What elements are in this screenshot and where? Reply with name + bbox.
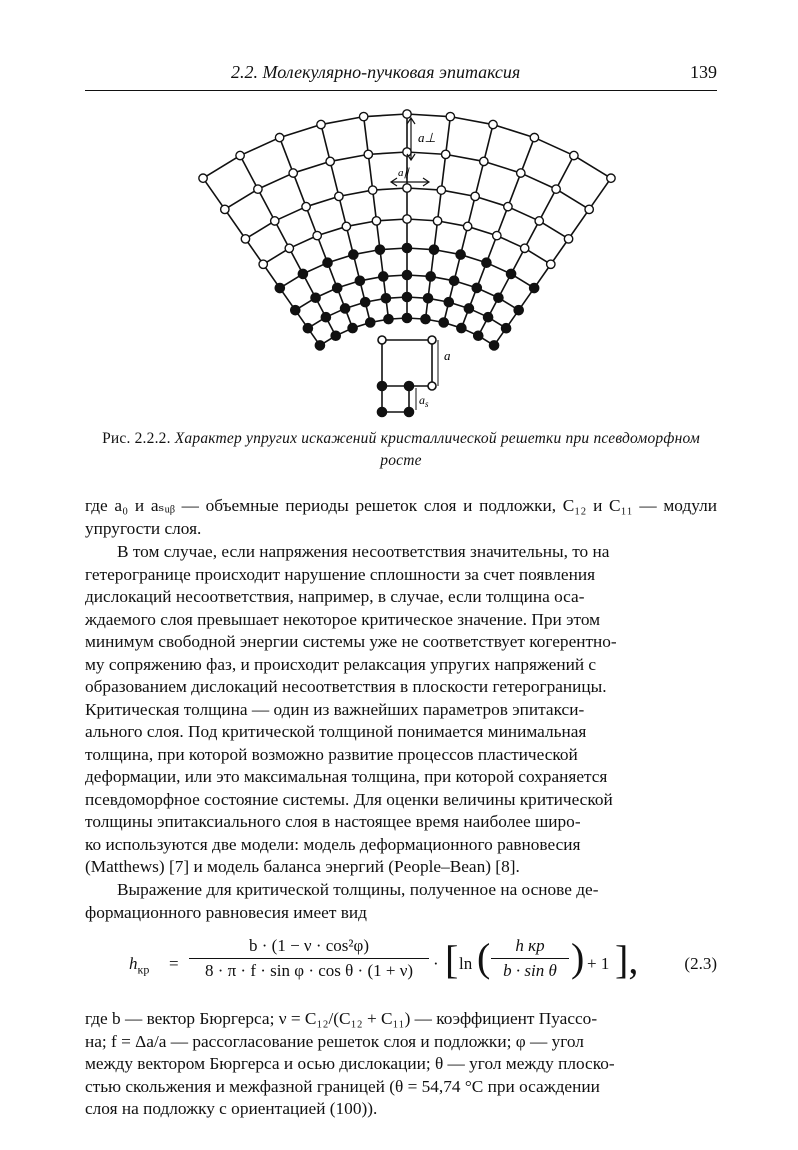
equation-number: (2.3)	[684, 954, 717, 973]
substrate-atom	[315, 341, 324, 350]
substrate-atom	[379, 272, 388, 281]
lattice-bond	[321, 125, 330, 162]
layer-atom	[326, 157, 334, 165]
formula-denominator: 8 · π · f · sin φ · cos θ · (1 + ν)	[204, 961, 414, 980]
substrate-atom	[402, 313, 411, 322]
text-line: (Matthews) [7] и модель баланса энергий (People–Bean) [8].	[85, 857, 520, 876]
layer-atom	[480, 157, 488, 165]
formula-numerator: b · (1 − ν · cos²φ)	[189, 936, 429, 959]
text-line: дислокаций несоответствия, например, в случае, если толщина оса-	[85, 587, 585, 606]
lattice-bond	[521, 173, 556, 189]
text-line: между вектором Бюргерса и осью дислокации; θ — угол между плоско-	[85, 1054, 615, 1073]
paragraph-definitions	[85, 495, 717, 540]
text-line: Критическая толщина — один из важнейших параметров эпитакси-	[85, 699, 585, 719]
lattice-bond	[574, 156, 611, 179]
layer-atom	[493, 231, 501, 239]
substrate-atom	[291, 306, 300, 315]
lattice-bond	[407, 114, 450, 117]
substrate-atom	[333, 283, 342, 292]
lattice-bond	[258, 173, 293, 189]
lattice-bond	[240, 156, 258, 190]
substrate-atom	[355, 276, 364, 285]
lattice-bond	[225, 189, 258, 209]
layer-atom	[489, 120, 497, 128]
text-line: му сопряжению фаз, и происходит релаксация упругих напряжений с	[85, 654, 597, 674]
lattice-bond	[446, 154, 484, 161]
lattice-bond	[364, 117, 369, 155]
substrate-atom	[402, 292, 411, 301]
lattice-bond	[280, 125, 321, 138]
substrate-atom	[321, 313, 330, 322]
substrate-atom	[402, 270, 411, 279]
formula-ln: ln	[459, 954, 473, 973]
lattice-bond	[368, 154, 372, 190]
substrate-atom	[502, 324, 511, 333]
lattice-bond	[569, 209, 590, 239]
layer-atom	[259, 260, 267, 268]
substrate-atom	[444, 298, 453, 307]
layer-atom	[241, 235, 249, 243]
lattice-bond	[373, 188, 407, 190]
text-line: где b — вектор Бюргерса; ν = C₁₂/(C₁₂ + C₁₁) — коэффициент Пуассо-	[85, 1009, 598, 1028]
lattice-bond	[441, 154, 445, 190]
unit-cell-diagram	[378, 336, 439, 417]
text-line: деформации, или это максимальная толщина, при которой сохраняется	[85, 767, 608, 786]
layer-atom	[289, 169, 297, 177]
formula-plus-one: + 1	[587, 954, 610, 973]
substrate-atom	[506, 269, 515, 278]
layer-atom	[446, 112, 454, 120]
layer-atom	[302, 202, 310, 210]
paragraph-symbol-definitions	[85, 1008, 717, 1121]
layer-atom	[359, 112, 367, 120]
substrate-atom	[484, 313, 493, 322]
lattice-bond	[245, 221, 274, 239]
substrate-atom	[275, 283, 284, 292]
substrate-atom	[298, 269, 307, 278]
substrate-atom	[331, 331, 340, 340]
lattice-bond	[484, 161, 521, 173]
layer-atom	[570, 151, 578, 159]
formula-inner-denominator: b · sin θ	[503, 961, 557, 980]
lattice-bond	[534, 138, 574, 156]
substrate-atom	[349, 250, 358, 259]
substrate-atom	[482, 258, 491, 267]
formula-critical-thickness: $h_{кр}$ = $\frac{\text{b · (1 − ν · cos²φ)}}{\text{8 · π · f · sin φ · cos θ · (1 + ν)}}$ · [ ln ( h кр b · sin θ ) + 1 ], (2.3)	[129, 935, 717, 982]
layer-atom	[504, 202, 512, 210]
lattice-bond	[493, 125, 534, 138]
text-line: на; f = Δa/a — рассогласование решеток слоя и подложки; φ — угол	[85, 1031, 584, 1051]
substrate-atom	[381, 294, 390, 303]
lattice-bond	[407, 188, 441, 190]
substrate-atom	[472, 283, 481, 292]
text-line: ко используются две модели: модель деформационного равновесия	[85, 834, 581, 854]
text-line: гетерогранице происходит нарушение сплошности за счет появления	[85, 564, 596, 584]
lattice-bond	[275, 207, 306, 221]
text-line: слоя на подложку с ориентацией (100)).	[85, 1099, 378, 1118]
substrate-atom	[348, 323, 357, 332]
substrate-atom	[384, 315, 393, 324]
label-a-s: $a_s$	[419, 393, 429, 409]
layer-atom	[313, 231, 321, 239]
text-line: В том случае, если напряжения несоответствия значительны, то на	[117, 542, 610, 561]
substrate-atom	[530, 283, 539, 292]
lattice-bond	[484, 125, 493, 162]
lattice-bond	[539, 189, 556, 221]
substrate-atom	[361, 298, 370, 307]
text-line: толщина, при которой возможно развитие процессов пластической	[85, 744, 578, 764]
substrate-atom	[456, 250, 465, 259]
paragraph-text: где a₀ и aₛᵤᵦ — объемные периоды решеток слоя и подложки, C₁₂ и C₁₁ — модули упругости слоя.	[85, 496, 717, 538]
label-a: a	[444, 348, 451, 363]
substrate-atom	[426, 272, 435, 281]
lattice-bond	[240, 138, 280, 156]
lattice-bond	[280, 138, 294, 173]
text-line: толщины эпитаксиального слоя в настоящее время наиболее широ-	[85, 812, 581, 831]
lattice-bond	[321, 117, 364, 125]
layer-atom	[335, 192, 343, 200]
text-line: минимум свободной энергии системы уже не соответствует когерентно-	[85, 632, 617, 651]
substrate-atom	[464, 304, 473, 313]
substrate-atom	[439, 318, 448, 327]
lattice-bond	[203, 178, 225, 209]
layer-atom	[368, 186, 376, 194]
layer-atom	[585, 205, 593, 213]
lattice-bond	[306, 196, 339, 206]
formula-main-fraction	[189, 936, 429, 981]
lattice-bond	[330, 161, 339, 196]
lattice-bond	[450, 117, 493, 125]
lattice-bond	[556, 156, 574, 190]
layer-atom	[403, 110, 411, 118]
text-line: формационного равновесия имеет вид	[85, 902, 367, 922]
caption-prefix: Рис. 2.2.2.	[102, 430, 171, 447]
substrate-atom	[311, 293, 320, 302]
substrate-atom	[375, 245, 384, 254]
substrate-atom	[474, 331, 483, 340]
lattice-bond	[441, 190, 475, 196]
layer-atom	[552, 185, 560, 193]
layer-atom	[275, 133, 283, 141]
layer-atom	[364, 150, 372, 158]
paragraph-misfit-dislocations	[85, 541, 717, 879]
layer-atom	[403, 184, 411, 192]
layer-atom	[342, 222, 350, 230]
strained-lattice-fan	[199, 110, 615, 350]
layer-atom	[403, 215, 411, 223]
layer-atom	[317, 120, 325, 128]
text-line: образованием дислокаций несоответствия в плоскости гетерограницы.	[85, 677, 607, 696]
substrate-atom	[366, 318, 375, 327]
layer-atom	[520, 244, 528, 252]
substrate-atom	[402, 243, 411, 252]
text-line: ального слоя. Под критической толщиной понимается минимальная	[85, 722, 587, 741]
layer-atom	[471, 192, 479, 200]
layer-atom	[254, 185, 262, 193]
substrate-atom	[457, 323, 466, 332]
page-number: 139	[690, 62, 717, 82]
lattice-bond	[330, 154, 368, 161]
lattice-bond	[203, 156, 240, 179]
label-a-perp: a⊥	[418, 130, 436, 145]
layer-atom	[437, 186, 445, 194]
lattice-bond	[521, 138, 535, 173]
text-line: стью скольжения и межфазной границей (θ = 54,74 °С при осаждении	[85, 1076, 600, 1096]
layer-atom	[530, 133, 538, 141]
text-line: псевдоморфное состояние системы. Для оценки величины критической	[85, 789, 613, 809]
lattice-bond	[475, 196, 508, 206]
lattice-bond	[293, 173, 306, 207]
substrate-atom	[421, 315, 430, 324]
layer-atom	[199, 174, 207, 182]
lattice-bond	[364, 114, 407, 117]
substrate-atom	[423, 294, 432, 303]
formula-inner-fraction	[491, 936, 569, 981]
layer-atom	[372, 217, 380, 225]
lattice-bond	[589, 178, 611, 209]
substrate-atom	[323, 258, 332, 267]
layer-atom	[607, 174, 615, 182]
figure-caption	[85, 428, 717, 472]
substrate-atom	[494, 293, 503, 302]
layer-atom	[271, 217, 279, 225]
paragraph-critical-thickness-intro	[85, 879, 717, 924]
label-a-par: a∥	[398, 167, 409, 179]
layer-atom	[463, 222, 471, 230]
running-title: 2.2. Молекулярно-пучковая эпитаксия	[231, 62, 521, 82]
lattice-bond	[368, 152, 407, 154]
layer-atom	[547, 260, 555, 268]
layer-atom	[441, 150, 449, 158]
lattice-bond	[293, 161, 330, 173]
substrate-atom	[514, 306, 523, 315]
substrate-atom	[429, 245, 438, 254]
lattice-bond	[446, 117, 451, 155]
lattice-bond	[508, 173, 521, 207]
layer-atom	[564, 235, 572, 243]
lattice-bond	[225, 209, 246, 239]
layer-atom	[433, 217, 441, 225]
layer-atom	[285, 244, 293, 252]
caption-text: Характер упругих искажений кристаллической решетки при псевдоморфном росте	[174, 430, 700, 469]
text-line: ждаемого слоя превышает некоторое критическое значение. При этом	[85, 609, 601, 629]
text-line: Выражение для критической толщины, полученное на основе де-	[117, 880, 599, 899]
substrate-atom	[450, 276, 459, 285]
lattice-bond	[339, 190, 373, 196]
layer-atom	[535, 217, 543, 225]
lattice-bond	[539, 221, 568, 239]
lattice-bond	[508, 207, 539, 221]
lattice-bond	[475, 161, 484, 196]
lattice-bond	[407, 152, 446, 154]
lattice-bond	[258, 189, 275, 221]
formula-inner-numerator: h кр	[491, 936, 569, 959]
formula-lhs: $h_{кр}$	[129, 954, 150, 977]
lattice-bond	[556, 189, 589, 209]
layer-atom	[221, 205, 229, 213]
layer-atom	[517, 169, 525, 177]
substrate-atom	[303, 324, 312, 333]
substrate-atom	[489, 341, 498, 350]
layer-atom	[236, 151, 244, 159]
substrate-atom	[340, 304, 349, 313]
